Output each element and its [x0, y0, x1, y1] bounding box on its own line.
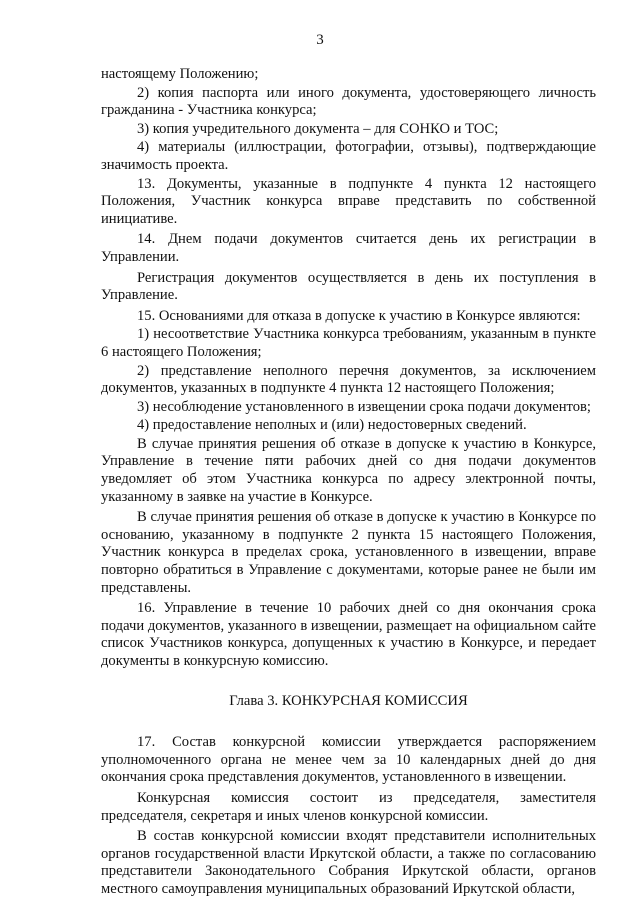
page-number: 3 — [316, 32, 324, 48]
paragraph: В случае принятия решения об отказе в допуске к участию в Конкурсе по основанию, указанному в подпункте 2 пункта 15 настоящего Положения, Участник конкурса в пределах срока, установленного в извещении, вправе повторно обратиться в Управление с документами, которые ранее не были им представлены. — [101, 509, 596, 596]
paragraph: настоящему Положению; — [101, 66, 259, 82]
paragraph: 4) материалы (иллюстрации, фотографии, отзывы), подтверждающие значимость проекта. — [101, 139, 596, 173]
document-body — [101, 66, 596, 902]
paragraph: 4) предоставление неполных и (или) недостоверных сведений. — [137, 417, 527, 434]
paragraph: 2) копия паспорта или иного документа, удостоверяющего личность гражданина - Участника конкурса; — [101, 84, 596, 119]
paragraph: 13. Документы, указанные в подпункте 4 пункта 12 настоящего Положения, Участник конкурса вправе представить по собственной инициативе. — [101, 175, 596, 227]
paragraph: В состав конкурсной комиссии входят представители исполнительных органов государственной власти Иркутской области, а также по согласованию представители Законодательного Собрания Иркутской области, органов местного самоуправления муниципальных образований Иркутской области, — [101, 828, 596, 897]
paragraph: В случае принятия решения об отказе в допуске к участию в Конкурсе, Управление в течение пяти рабочих дней со дня подачи документов уведомляет об этом Участника конкурса по адресу электронной почты, указанному в заявке на участие в Конкурсе. — [101, 435, 596, 505]
paragraph: 17. Состав конкурсной комиссии утверждается распоряжением уполномоченного органа не менее чем за 10 календарных дней до дня окончания срока представления документов, установленного в извещении. — [101, 734, 596, 786]
paragraph: 2) представление неполного перечня документов, за исключением документов, указанных в подпункте 4 пункта 12 настоящего Положения; — [101, 362, 596, 397]
paragraph: 14. Днем подачи документов считается день их регистрации в Управлении. — [101, 231, 596, 265]
paragraph: 16. Управление в течение 10 рабочих дней со дня окончания срока подачи документов, указанного в извещении, размещает на официальном сайте список Участников конкурса, допущенных к участию в Конкурсе, и передает документы в конкурсную комиссию. — [101, 600, 596, 669]
paragraph: 3) несоблюдение установленного в извещении срока подачи документов; — [137, 398, 591, 415]
chapter-heading: Глава 3. КОНКУРСНАЯ КОМИССИЯ — [229, 692, 468, 709]
paragraph: 3) копия учредительного документа – для СОНКО и ТОС; — [137, 120, 499, 137]
paragraph: 1) несоответствие Участника конкурса требованиям, указанным в пункте 6 настоящего Положения; — [101, 326, 596, 360]
paragraph: Конкурсная комиссия состоит из председателя, заместителя председателя, секретаря и иных членов конкурсной комиссии. — [101, 789, 596, 824]
paragraph: 15. Основаниями для отказа в допуске к участию в Конкурсе являются: — [137, 307, 581, 324]
paragraph: Регистрация документов осуществляется в день их поступления в Управление. — [101, 269, 596, 304]
